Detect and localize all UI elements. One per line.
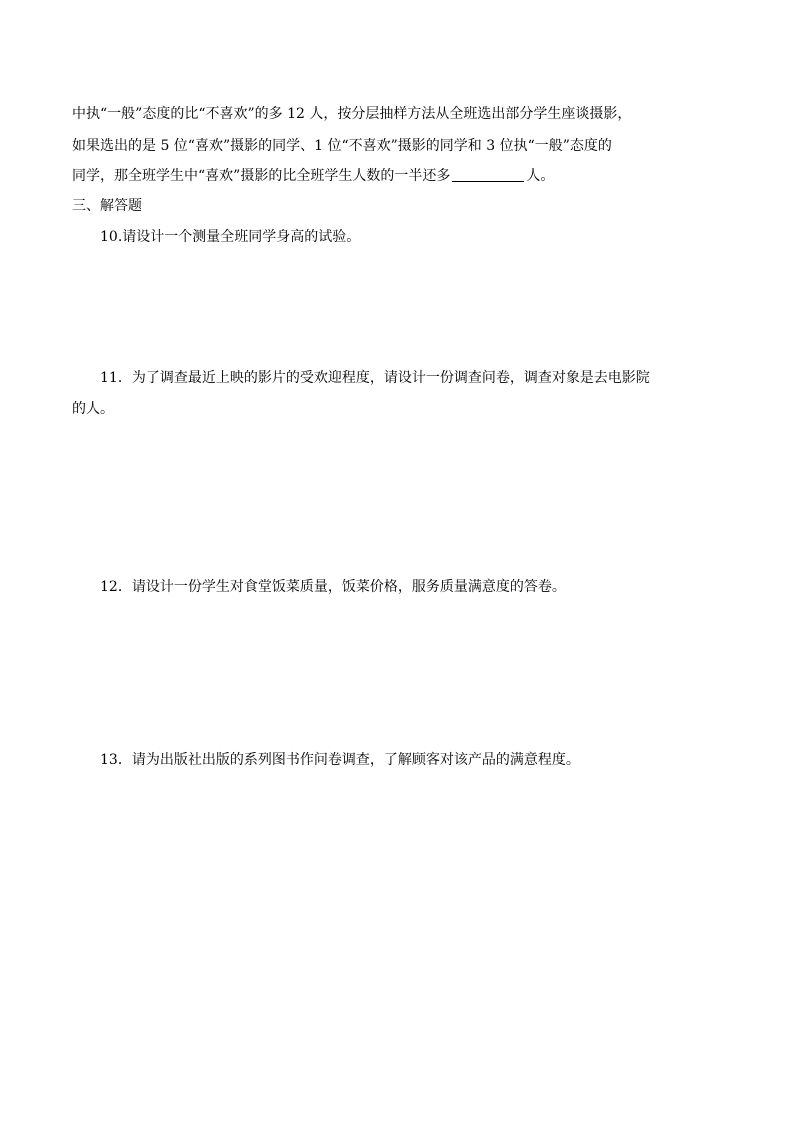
- intro-line-3-end: 人。: [526, 168, 555, 184]
- intro-line-1: 中执“一般”态度的比“不喜欢”的多 12 人，按分层抽样方法从全班选出部分学生座谈摄影，: [72, 106, 632, 122]
- question-10: 10.请设计一个测量全班同学身高的试验。: [100, 229, 361, 245]
- intro-line-3: [72, 167, 554, 185]
- section-title: 三、解答题: [72, 198, 142, 214]
- question-13: 13．请为出版社出版的系列图书作问卷调查，了解顾客对该产品的满意程度。: [100, 752, 580, 768]
- answer-blank[interactable]: [452, 167, 524, 182]
- intro-line-2: 如果选出的是 5 位“喜欢”摄影的同学、1 位“不喜欢”摄影的同学和 3 位执“一般”态度的: [72, 138, 612, 154]
- question-12: 12．请设计一份学生对食堂饭菜质量，饭菜价格，服务质量满意度的答卷。: [100, 579, 566, 595]
- question-11-line-1: 11．为了调查最近上映的影片的受欢迎程度，请设计一份调查问卷，调查对象是去电影院: [100, 370, 650, 386]
- intro-line-3-text: 同学，那全班学生中“喜欢”摄影的比全班学生人数的一半还多: [72, 168, 451, 184]
- question-11-line-2: 的人。: [72, 401, 114, 417]
